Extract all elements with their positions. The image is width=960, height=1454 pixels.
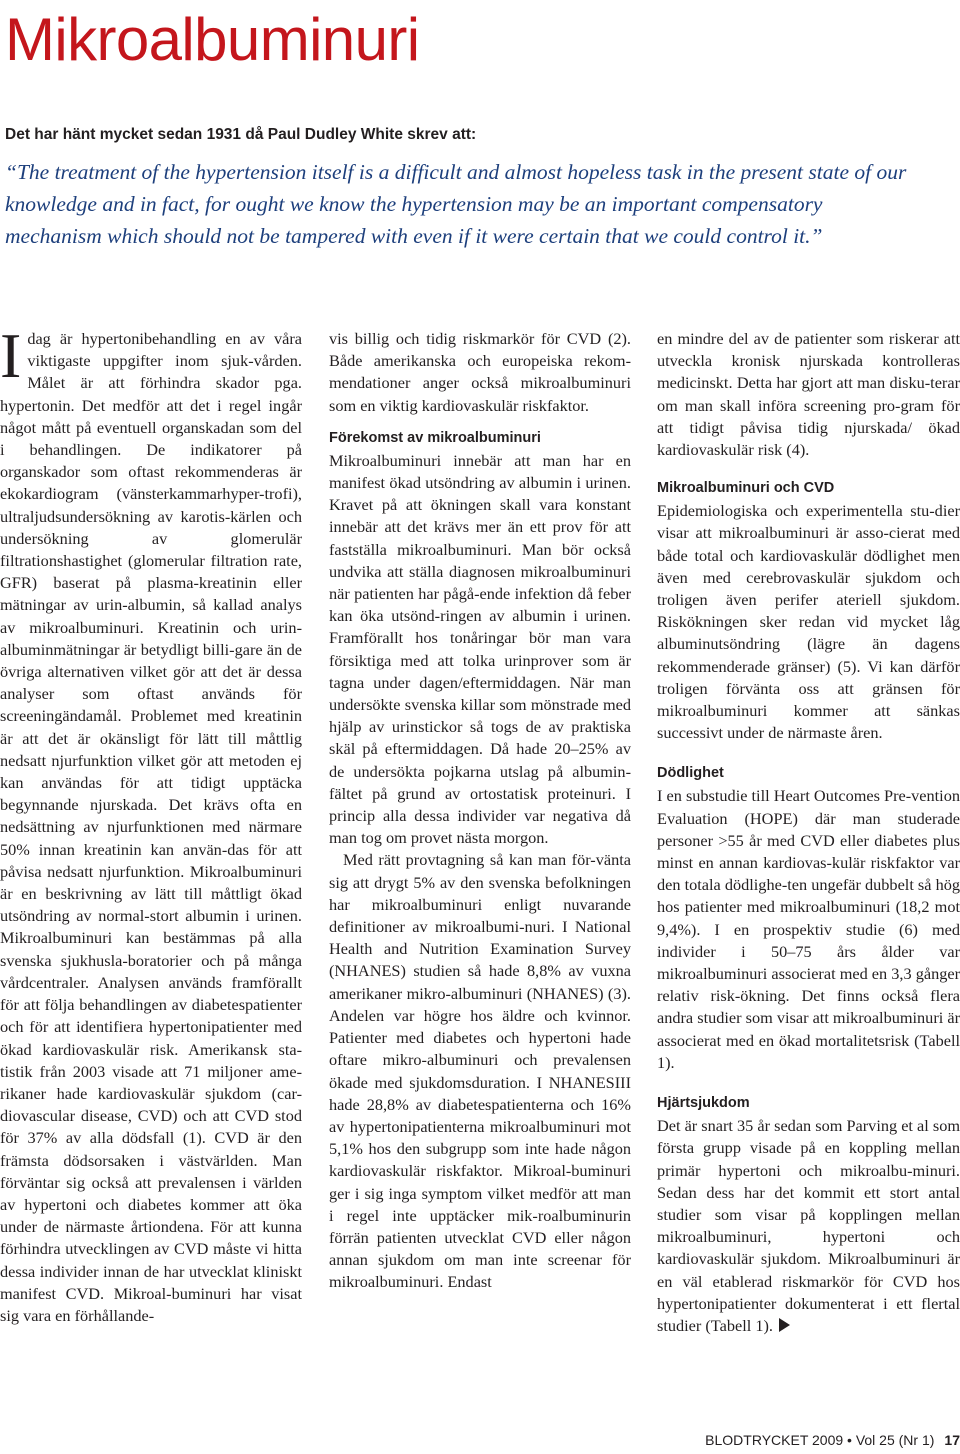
drop-cap: I <box>0 320 22 391</box>
page-title: Mikroalbuminuri <box>5 6 420 73</box>
section-heading-mikroalbuminuri-cvd: Mikroalbuminuri och CVD <box>657 480 835 497</box>
paragraph: en mindre del av de patienter som riskerar att utveckla kronisk njurskada kontrolleras medicinskt. Detta har gjort att man disku-terar om man skall införa screening pro-gram för att tidigt påvisa tidig njurskada/ ökad kardiovaskulär risk (4). <box>657 329 960 460</box>
journal-info: BLODTRYCKET 2009 • Vol 25 (Nr 1) <box>705 1432 935 1448</box>
paragraph: I en substudie till Heart Outcomes Pre-vention Evaluation (HOPE) där man studerade personer >55 år med CVD eller diabetes plus minst en annan kardiovas-kulär riskfaktor var den totala dödlighe-ten ungefär dubbelt så hög hos patienter med mikroalbuminuri (18,2 mot 9,4%). I en prospektiv studie (6) med individer i 50–75 års ålder var mikroalbuminuri associerat med en 3,3 gånger relativ risk-ökning. Det finns också flera andra studier som visar att mikroalbuminuri är associerat med en ökad mortalitetsrisk (Tabell 1). <box>657 786 960 1072</box>
section-heading-hjartsjukdom: Hjärtsjukdom <box>657 1095 750 1112</box>
column-1 <box>0 320 302 1327</box>
paragraph: Med rätt provtagning så kan man för-vänta sig att drygt 5% av den svenska befolkningen har mikroalbuminuri enligt nuvarande definitioner av mikroalbumi-nuri. I National Health and Nutrition Examination Survey (NHANES) studien så hade 8,8% av vuxna amerikaner mikro-albuminuri (NHANES) (3). Andelen var högre hos äldre och kvinnor. Patienter med diabetes och hypertoni hade oftare mikro-albuminuri och prevalensen ökade med sjukdomsduration. I NHANESIII hade 28,8% av diabetespatienterna och 16% av hypertonipatienterna mikroalbuminuri mot 5,1% hos den subgrupp som inte hade någon kardiovaskulär riskfaktor. Mikroal-buminuri ger i sig inga symptom vilket medför att man i regel inte upptäcker mik-roalbuminurin förrän patienten utvecklat CVD eller någon annan sjukdom om man inte screenar för mikroalbuminuri. Endast <box>329 850 631 1292</box>
intro-line: Det har hänt mycket sedan 1931 då Paul Dudley White skrev att: <box>5 126 477 143</box>
paragraph: vis billig och tidig riskmarkör för CVD (2). Både amerikanska och europeiska rekom-mendationer anger också mikroalbuminuri som en viktig kardiovaskulär riskfaktor. <box>329 329 631 415</box>
section-heading-forekomst: Förekomst av mikroalbuminuri <box>329 429 541 446</box>
column-2 <box>329 328 631 1294</box>
paragraph-last <box>657 1115 960 1337</box>
paragraph: Epidemiologiska och experimentella stu-dier visar att mikroalbuminuri är asso-cierat med både total och kardiovaskulär dödlighet men även med cerebrovaskulär sjukdom och troligen även perifer ateriell sjukdom. Riskökningen sker redan vid mycket låg albuminutsöndring (lägre än dagens rekommenderade gränser) (5). Vi kan därför troligen förvänta oss att gränsen för mikroalbuminuri kommer att sänkas successivt under de närmaste åren. <box>657 501 960 743</box>
triangle-right-icon <box>779 1318 790 1332</box>
section-heading-dodlighet: Dödlighet <box>657 765 724 782</box>
page-footer <box>672 1431 960 1449</box>
paragraph: Mikroalbuminuri innebär att man har en manifest ökad utsöndring av albumin i urinen. Kravet på att ökningen skall vara konstant innebär att det krävs mer än ett prov för att fastställa mikroalbuminuri. Man bör också undvika att ställa diagnosen mikroalbuminuri när patienten har pågå-ende infektion då feber kan öka utsönd-ringen av albumin i urinen. Framförallt hos tonåringar bör man vara försiktiga med att tolka urinprover som är tagna under dagen/eftermiddagen. När man undersökte svenska killar som mönstrade med hjälp av urinstickor så togs de av praktiska skäl på eftermiddagen. Då hade 20–25% av de undersökta pojkarna utslag på albumin-fältet på grund av ortostatisk proteinuri. I princip alla dessa individer var negativa då man tog om provet nästa morgon. <box>329 450 631 848</box>
page-number: 17 <box>944 1432 960 1448</box>
paragraph: dag är hypertonibehandling en av våra viktigaste uppgifter inom sjuk-vården. Målet är att förhindra skador pga. hypertonin. Det medför att det i regel ingår något mått på eventuell organskadan som del i behandlingen. De indikatorer på organskador som oftast rekommenderas är ekokardiogram (vänsterkammarhyper-trofi), ultraljudsundersökning av karotis-kärlen och undersökning av glomerulär filtrationshastighet (glomerular filtration rate, GFR) baserat på plasma-kreatinin eller mätningar av urin-albumin, så kallad analys av mikroalbuminuri. Kreatinin och urin-albuminmätningar är betydligt billi-gare än de övriga alternativen vilket gör att det är dessa analyser som oftast används för screeningändamål. Problemet med kreatinin är att det är okänsligt för lätt till måttlig nedsatt njurfunktion vilket gör att metoden ej kan användas för att tidigt upptäcka begynnande njurskada. Det krävs ofta en nedsättning av njurfunktionen med närmare 50% innan kreatinin kan använ-das för att påvisa nedsatt njurfunktion. Mikroalbuminuri är en beskrivning av lätt till måttligt ökad utsöndring av normal-stort albumin i urinen. Mikroalbuminuri kan bestämmas på alla svenska sjukhusla-boratorier och på många vårdcentraler. Analysen används framförallt för att följa behandlingen av diabetespatienter och för att identifiera hypertonipatienter med ökad kardiovaskulär risk. Amerikansk sta-tistik från 2003 visade att 71 miljoner ame-rikaner hade kardiovaskulär sjukdom (car-diovascular disease, CVD) och att CVD stod för 37% av alla dödsfall (1). CVD är den främsta dödsorsaken i västvärlden. Man förväntar sig också att prevalensen i världen av hypertoni och diabetes kommer att öka under de närmaste årtiondena. För att kunna förhindra utvecklingen av CVD måste vi hitta dessa individer innan de har utvecklat kliniskt manifest CVD. Mikroal-buminuri har visat sig vara en förhållande- <box>0 329 302 1325</box>
pull-quote: “The treatment of the hypertension itself is a difficult and almost hopeless task in the present state of our knowledge and in fact, for ought we know the hypertension may be an important compensatory mechanism which should not be tampered with even if it were certain that we could control it.” <box>5 160 907 248</box>
column-3 <box>657 328 960 1337</box>
paragraph-text: Det är snart 35 år sedan som Parving et al som första grupp visade på en koppling mellan primär hypertoni och mikroalbu-minuri. Sedan dess har det kommit ett stort antal studier som visar på kopplingen mellan mikroalbuminuri, hypertoni och kardiovaskulär sjukdom. Mikroalbuminuri är en väl etablerad riskmarkör för CVD hos hypertonipatienter dokumenterat i ett flertal studier (Tabell 1). <box>657 1116 960 1335</box>
